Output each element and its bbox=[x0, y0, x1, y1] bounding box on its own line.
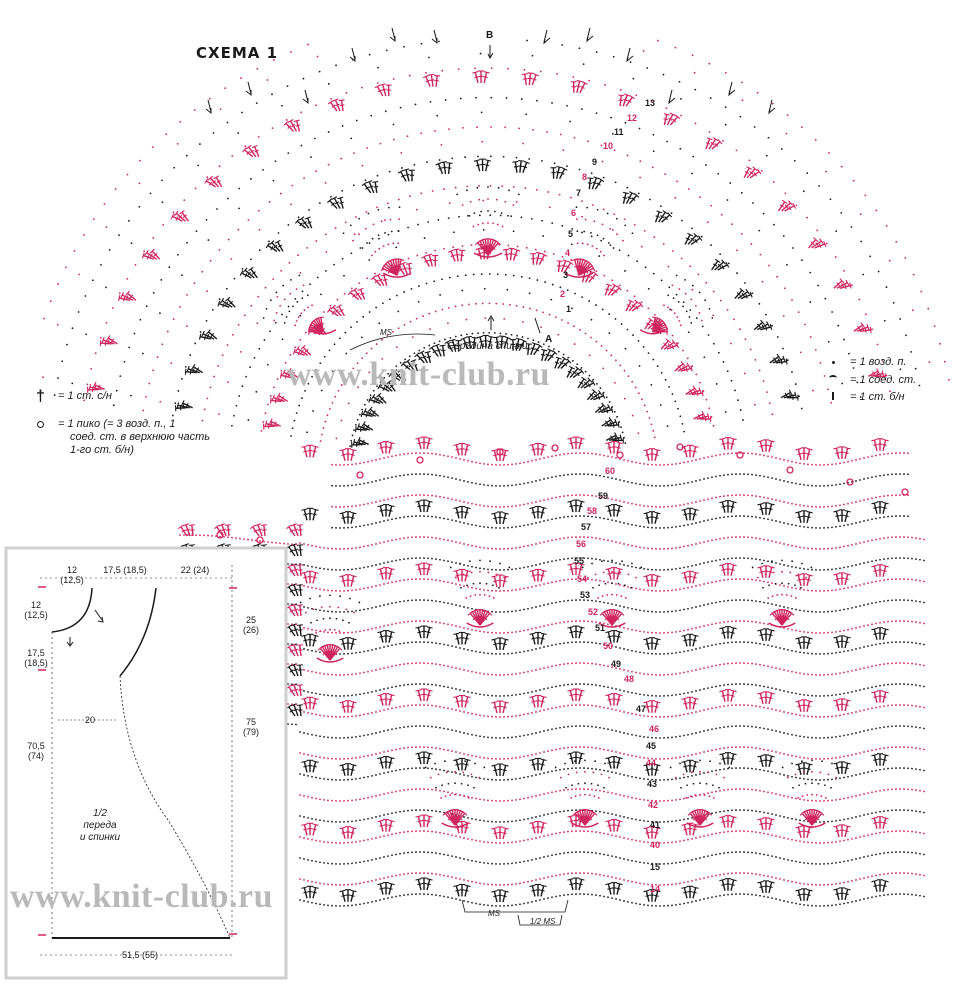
dim-inner: 20 bbox=[84, 715, 95, 725]
sc-symbol-icon bbox=[832, 392, 834, 400]
row-number: 46 bbox=[649, 724, 660, 734]
row-number: 47 bbox=[636, 704, 647, 714]
row-number: 59 bbox=[598, 491, 609, 501]
row-number: 8 bbox=[582, 172, 588, 182]
row-number: 6 bbox=[571, 208, 577, 218]
row-number: 2 bbox=[560, 289, 566, 299]
row-number: 14 bbox=[650, 884, 661, 894]
dim-top-left: 12 (12,5) bbox=[60, 565, 84, 585]
row-number: 15 bbox=[650, 862, 661, 872]
row-number: 42 bbox=[648, 800, 659, 810]
row-number: 57 bbox=[581, 522, 592, 532]
row-number: 13 bbox=[645, 98, 656, 108]
piece-label: 1/2 переда и спинки bbox=[79, 808, 121, 843]
repeat-label-bottom: MS bbox=[488, 909, 500, 918]
row-number: 48 bbox=[624, 674, 635, 684]
row-number: 55 bbox=[574, 556, 585, 566]
watermark-top: www.knit-club.ru bbox=[287, 356, 551, 393]
row-number: 49 bbox=[611, 659, 622, 669]
dim-top-right: 22 (24) bbox=[180, 565, 210, 575]
middle-back-label: Середина спинки bbox=[447, 341, 528, 352]
row-number: 53 bbox=[580, 590, 591, 600]
legend-picot-1: = 1 пико (= 3 возд. п., 1 bbox=[58, 418, 176, 430]
row-number: 10 bbox=[603, 141, 614, 151]
marker-a: А bbox=[545, 334, 553, 345]
row-number: 41 bbox=[650, 820, 661, 830]
chart-title: СХЕМА 1 bbox=[196, 44, 279, 62]
dc-symbol-icon: † bbox=[36, 388, 45, 405]
repeat-label-top: MS bbox=[380, 328, 392, 337]
slip-stitch-symbol-icon bbox=[829, 375, 837, 381]
dim-right-2: 75 (79) bbox=[242, 717, 259, 737]
chain-symbol-icon bbox=[832, 361, 835, 364]
marker-b: В bbox=[486, 30, 494, 41]
row-number: 1 bbox=[566, 304, 572, 314]
row-number: 52 bbox=[588, 607, 599, 617]
row-number: 44 bbox=[646, 758, 657, 768]
row-number: 5 bbox=[568, 229, 574, 239]
row-number: 40 bbox=[650, 840, 661, 850]
picot-symbol-icon bbox=[37, 421, 44, 428]
dim-left-3: 70,5 (74) bbox=[27, 741, 45, 761]
dim-bottom: 51,5 (55) bbox=[121, 950, 159, 960]
half-repeat-label: 1/2 MS bbox=[530, 917, 556, 926]
row-number: 43 bbox=[647, 779, 658, 789]
row-number: 11 bbox=[614, 127, 624, 137]
row-number: 7 bbox=[576, 188, 582, 198]
row-number: 50 bbox=[603, 641, 614, 651]
dim-right-1: 25 (26) bbox=[242, 615, 259, 635]
row-number: 3 bbox=[563, 270, 569, 280]
legend-sc: = 1 ст. б/н bbox=[850, 391, 905, 403]
row-number: 60 bbox=[605, 466, 616, 476]
row-number: 12 bbox=[627, 113, 638, 123]
legend-chain: = 1 возд. п. bbox=[850, 356, 907, 368]
legend-slip: = 1 соед. ст. bbox=[850, 374, 917, 386]
row-number: 56 bbox=[576, 539, 587, 549]
dim-top-mid: 17,5 (18,5) bbox=[103, 565, 147, 575]
row-number: 51 bbox=[595, 623, 606, 633]
watermark-bottom: www.knit-club.ru bbox=[10, 878, 274, 915]
legend-picot-2: соед. ст. в верхнюю часть bbox=[70, 431, 211, 443]
dim-left-1: 12 (12,5) bbox=[24, 600, 48, 620]
row-number: 45 bbox=[646, 741, 657, 751]
row-number: 9 bbox=[592, 157, 598, 167]
legend-dc: = 1 ст. с/н bbox=[58, 390, 112, 402]
row-number: 58 bbox=[587, 506, 598, 516]
legend-picot-3: 1-го ст. б/н) bbox=[70, 444, 134, 456]
row-number: 54 bbox=[577, 574, 588, 584]
row-number: 4 bbox=[565, 248, 571, 258]
dim-left-2: 17,5 (18,5) bbox=[24, 648, 48, 668]
